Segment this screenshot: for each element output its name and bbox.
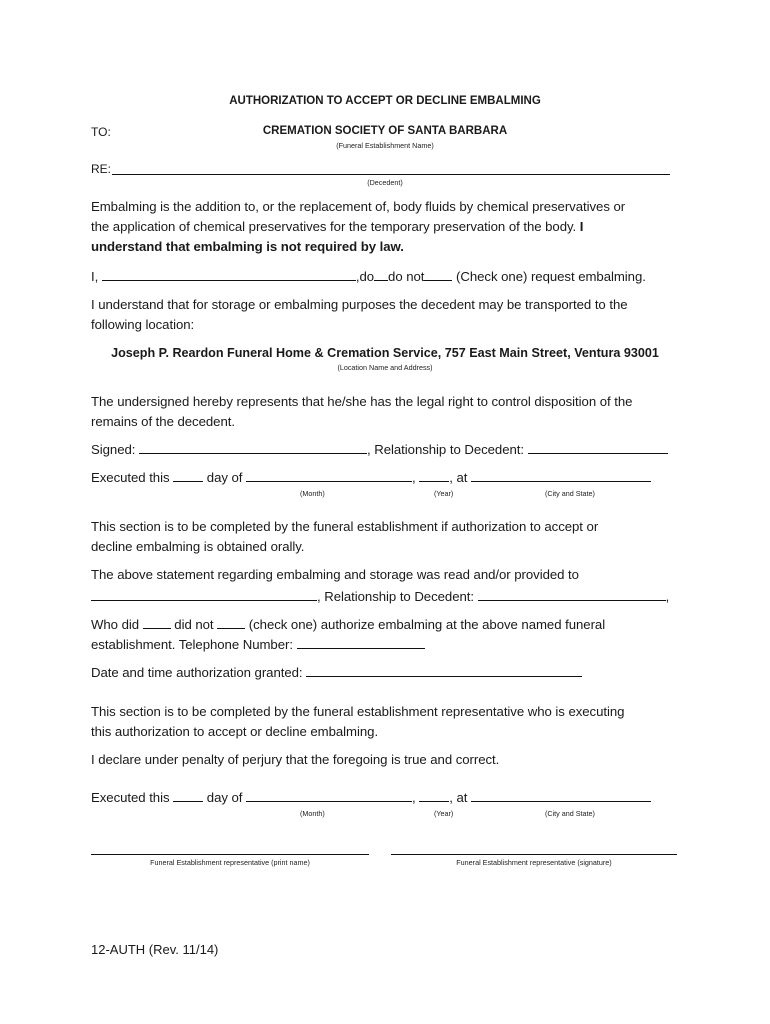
relationship-label-2: , Relationship to Decedent: <box>317 589 474 604</box>
month-caption: (Month) <box>300 489 325 498</box>
executed-year-field-2[interactable] <box>419 790 449 802</box>
transport-line2: following location: <box>91 317 195 332</box>
executed-prefix: Executed this <box>91 470 170 485</box>
rep-line1: This section is to be completed by the funeral establishment representative who is executing <box>91 704 625 719</box>
location-text: Joseph P. Reardon Funeral Home & Cremation Service, 757 East Main Street, Ventura 93001 <box>111 346 659 360</box>
provided-to-line: , Relationship to Decedent: , <box>91 589 669 604</box>
para1-line2-text: the application of chemical preservatives for the temporary preservation of the body. <box>91 219 577 234</box>
form-number: 12-AUTH (Rev. 11/14) <box>91 942 219 957</box>
executed-day-field-2[interactable] <box>173 790 203 802</box>
request-do-not: do not <box>388 269 425 284</box>
date-time-field[interactable] <box>306 665 582 677</box>
month-caption-2: (Month) <box>300 809 325 818</box>
executed-day-of: day of <box>206 470 243 485</box>
executed-at: , at <box>449 470 468 485</box>
transport-line1: I understand that for storage or embalming purposes the decedent may be transported to the <box>91 297 628 312</box>
executed-month-field[interactable] <box>246 470 412 482</box>
relationship-field[interactable] <box>528 442 668 454</box>
executed-city-field[interactable] <box>471 470 651 482</box>
date-time-label: Date and time authorization granted: <box>91 665 303 680</box>
executed-at-2: , at <box>449 790 468 805</box>
relationship-field-2[interactable] <box>478 589 666 601</box>
executed-line-1: Executed this day of , , at <box>91 470 651 485</box>
executed-city-field-2[interactable] <box>471 790 651 802</box>
signed-line <box>91 442 668 457</box>
rights-line2: remains of the decedent. <box>91 414 235 429</box>
executed-line-2: Executed this day of , , at <box>91 790 651 805</box>
request-prefix: I, <box>91 269 99 284</box>
date-time-line <box>91 665 582 680</box>
decedent-field[interactable] <box>112 174 670 175</box>
para1-line1: Embalming is the addition to, or the replacement of, body fluids by chemical preservatives or <box>91 199 626 214</box>
telephone-label: establishment. Telephone Number: <box>91 637 293 652</box>
executed-year-field[interactable] <box>419 470 449 482</box>
relationship-label: , Relationship to Decedent: <box>367 442 525 457</box>
print-name-caption: Funeral Establishment representative (print name) <box>150 858 310 867</box>
did-not-check-field[interactable] <box>217 617 245 629</box>
who-did-line <box>91 617 605 632</box>
did-check-field[interactable] <box>143 617 171 629</box>
city-caption-2: (City and State) <box>545 809 595 818</box>
executed-day-field[interactable] <box>173 470 203 482</box>
decedent-caption: (Decedent) <box>367 178 403 187</box>
location-caption: (Location Name and Address) <box>337 363 433 372</box>
requester-name-field[interactable] <box>102 269 356 281</box>
executed-month-field-2[interactable] <box>246 790 412 802</box>
signature-rep-field[interactable] <box>391 854 677 855</box>
year-caption: (Year) <box>434 489 454 498</box>
year-caption-2: (Year) <box>434 809 454 818</box>
who-did-prefix: Who did <box>91 617 140 632</box>
rights-line1: The undersigned hereby represents that he/she has the legal right to control disposition of the <box>91 394 633 409</box>
to-label: TO: <box>91 125 111 139</box>
form-title: AUTHORIZATION TO ACCEPT OR DECLINE EMBALMING <box>229 95 541 107</box>
oral-line2: decline embalming is obtained orally. <box>91 539 305 554</box>
perjury-line: I declare under penalty of perjury that the foregoing is true and correct. <box>91 752 500 767</box>
telephone-line <box>91 637 425 652</box>
para1-line2-bold: I <box>579 219 584 234</box>
print-name-field[interactable] <box>91 854 369 855</box>
establishment-caption: (Funeral Establishment Name) <box>336 141 434 150</box>
do-not-check-field[interactable] <box>424 269 452 281</box>
telephone-field[interactable] <box>297 637 425 649</box>
executed-day-of-2: day of <box>206 790 243 805</box>
executed-prefix-2: Executed this <box>91 790 170 805</box>
signature-field[interactable] <box>139 442 367 454</box>
re-label: RE: <box>91 162 112 176</box>
do-check-field[interactable] <box>374 269 388 281</box>
request-line <box>91 269 646 284</box>
para1-line2 <box>91 219 583 234</box>
signature-rep-caption: Funeral Establishment representative (signature) <box>456 858 612 867</box>
establishment-name: CREMATION SOCIETY OF SANTA BARBARA <box>262 125 508 137</box>
request-suffix: (Check one) request embalming. <box>456 269 646 284</box>
city-caption: (City and State) <box>545 489 595 498</box>
request-do: ,do <box>355 269 375 284</box>
read-line: The above statement regarding embalming and storage was read and/or provided to <box>91 567 579 582</box>
oral-line1: This section is to be completed by the funeral establishment if authorization to accept or <box>91 519 599 534</box>
rep-line2: this authorization to accept or decline embalming. <box>91 724 379 739</box>
para1-bold: understand that embalming is not required by law. <box>91 239 404 254</box>
who-did-suffix: (check one) authorize embalming at the above named funeral <box>248 617 606 632</box>
provided-to-field[interactable] <box>91 589 317 601</box>
who-did-not: did not <box>174 617 214 632</box>
signed-label: Signed: <box>91 442 136 457</box>
